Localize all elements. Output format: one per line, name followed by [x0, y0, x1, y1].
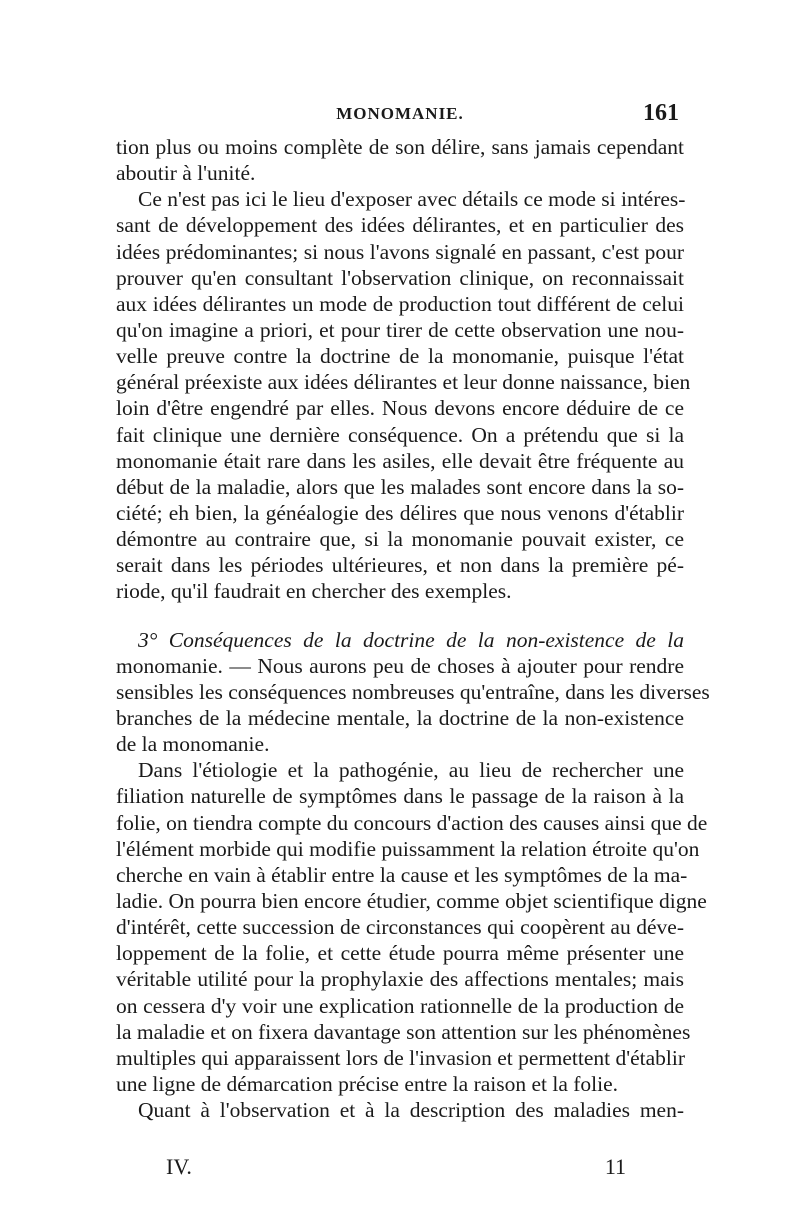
text-line: Dans l'étiologie et la pathogénie, au lieu de rechercher une [138, 758, 684, 783]
text-line: on cessera d'y voir une explication rationnelle de la production de [116, 993, 684, 1018]
text-line: loppement de la folie, et cette étude pourra même présenter une [116, 941, 684, 966]
text-line: prouver qu'en consultant l'observation clinique, on reconnaissait [116, 265, 684, 290]
page-footer [166, 1154, 626, 1184]
text-line: d'intérêt, cette succession de circonstances qui coopèrent au déve- [116, 915, 684, 940]
text-line: riode, qu'il faudrait en chercher des exemples. [116, 579, 512, 604]
running-head [115, 102, 685, 132]
text-line: sensibles les conséquences nombreuses qu'entraîne, dans les diverses [116, 679, 710, 704]
text-line: Ce n'est pas ici le lieu d'exposer avec détails ce mode si intéres- [138, 187, 686, 212]
text-line: aux idées délirantes un mode de production tout différent de celui [116, 291, 684, 316]
text-line: une ligne de démarcation précise entre la raison et la folie. [116, 1071, 619, 1096]
text-line: fait clinique une dernière conséquence. On a prétendu que si la [116, 422, 684, 447]
signature-mark: IV. [166, 1154, 192, 1179]
text-line: aboutir à l'unité. [116, 161, 256, 186]
text-line: filiation naturelle de symptômes dans le passage de la raison à la [116, 784, 684, 809]
text-line: de la monomanie. [116, 732, 270, 757]
text-line: véritable utilité pour la prophylaxie des affections mentales; mais [116, 967, 684, 992]
text-line: monomanie était rare dans les asiles, elle devait être fréquente au [116, 448, 684, 473]
text-line: tion plus ou moins complète de son délire, sans jamais cependant [116, 135, 684, 159]
text-line: cherche en vain à établir entre la cause et les symptômes de la ma- [116, 862, 688, 887]
text-line: branches de la médecine mentale, la doctrine de la non-existence [116, 705, 684, 730]
text-line: idées prédominantes; si nous l'avons signalé en passant, c'est pour [116, 239, 684, 264]
text-line: qu'on imagine a priori, et pour tirer de cette observation une nou- [116, 317, 684, 342]
text-line: ciété; eh bien, la généalogie des délires que nous venons d'établir [116, 500, 684, 525]
text-line: sant de développement des idées délirantes, et en particulier des [116, 213, 684, 238]
text-line: loin d'être engendré par elles. Nous devons encore déduire de ce [116, 396, 684, 421]
signature-number: 11 [604, 1154, 626, 1179]
text-line: démontre au contraire que, si la monomanie pouvait exister, ce [116, 527, 684, 552]
running-title: MONOMANIE. [336, 104, 464, 123]
body-text [116, 134, 710, 1123]
text-line: général préexiste aux idées délirantes et leur donne naissance, bien [116, 370, 691, 395]
section-heading-line: 3° Conséquences de la doctrine de la non-existence de la [138, 627, 684, 652]
section-gap [116, 605, 684, 627]
text-line: folie, on tiendra compte du concours d'action des causes ainsi que de [116, 810, 708, 835]
text-line: Quant à l'observation et à la description des maladies men- [138, 1098, 684, 1123]
text-line: l'élément morbide qui modifie puissamment la relation étroite qu'on [116, 836, 700, 861]
page-number: 161 [643, 100, 679, 126]
text-line: serait dans les périodes ultérieures, et non dans la première pé- [116, 553, 684, 578]
text-line: ladie. On pourra bien encore étudier, comme objet scientifique digne [116, 888, 707, 913]
text-line: multiples qui apparaissent lors de l'invasion et permettent d'établir [116, 1045, 685, 1070]
text-line: début de la maladie, alors que les malades sont encore dans la so- [116, 474, 684, 499]
text-line: la maladie et on fixera davantage son attention sur les phénomènes [116, 1019, 691, 1044]
text-line: monomanie. — Nous aurons peu de choses à ajouter pour rendre [116, 653, 684, 678]
text-line: velle preuve contre la doctrine de la monomanie, puisque l'état [116, 344, 684, 369]
